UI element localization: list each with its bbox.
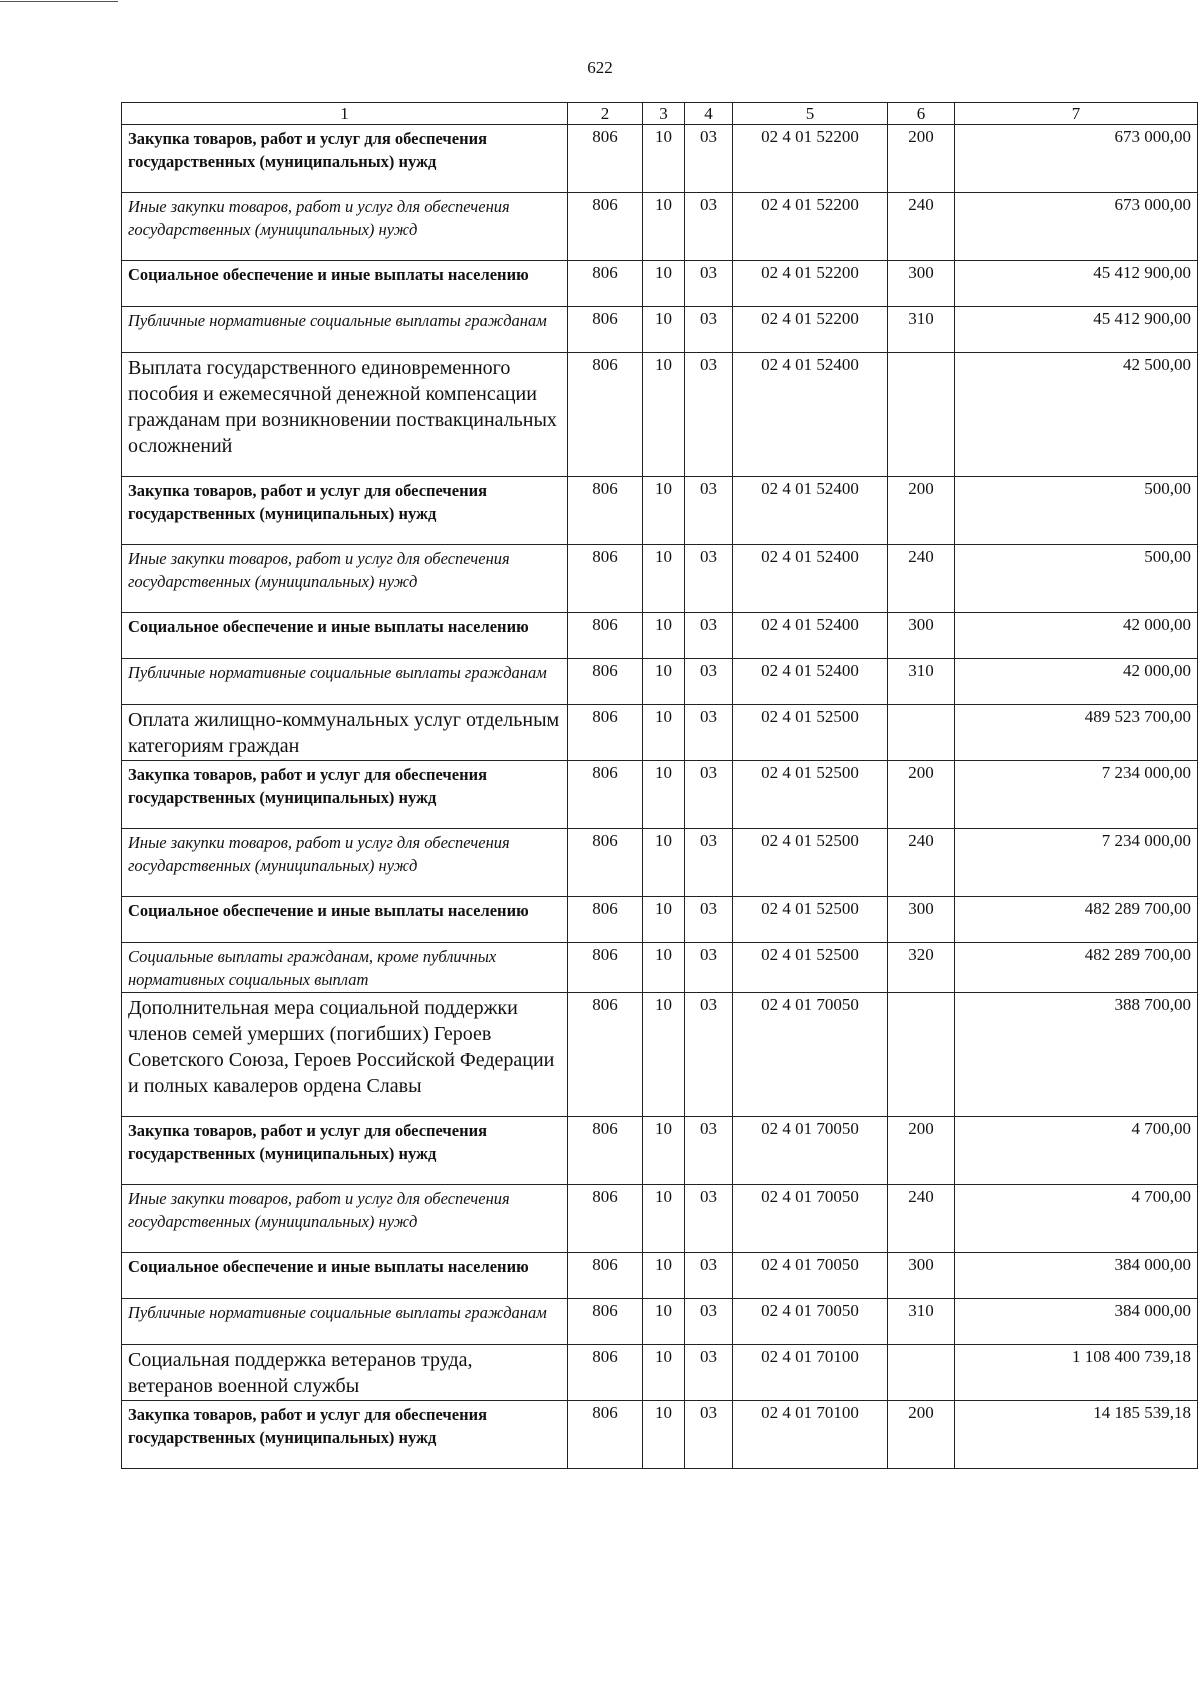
section-code-cell: 10 — [643, 353, 685, 477]
target-article-cell: 02 4 01 52500 — [733, 897, 888, 943]
row-name-cell: Закупка товаров, работ и услуг для обеспечения государственных (муниципальных) нужд — [122, 477, 568, 545]
target-article-cell: 02 4 01 70050 — [733, 1299, 888, 1345]
ved-code-cell: 806 — [568, 1253, 643, 1299]
expense-type-cell: 310 — [888, 1299, 955, 1345]
table-row — [122, 1299, 1198, 1345]
ved-code-cell: 806 — [568, 943, 643, 993]
ved-code-cell: 806 — [568, 897, 643, 943]
section-code-cell: 10 — [643, 1253, 685, 1299]
table-row — [122, 477, 1198, 545]
subsection-code-cell: 03 — [685, 307, 733, 353]
amount-cell: 388 700,00 — [955, 993, 1198, 1117]
expense-type-cell — [888, 353, 955, 477]
row-name-cell: Закупка товаров, работ и услуг для обеспечения государственных (муниципальных) нужд — [122, 125, 568, 193]
row-name-cell: Иные закупки товаров, работ и услуг для обеспечения государственных (муниципальных) нужд — [122, 1185, 568, 1253]
subsection-code-cell: 03 — [685, 545, 733, 613]
table-row — [122, 659, 1198, 705]
amount-cell: 14 185 539,18 — [955, 1401, 1198, 1469]
amount-cell: 45 412 900,00 — [955, 261, 1198, 307]
ved-code-cell: 806 — [568, 613, 643, 659]
section-code-cell: 10 — [643, 545, 685, 613]
row-name-cell: Выплата государственного единовременного пособия и ежемесячной денежной компенсации гражданам при возникновении поствакцинальных осложнений — [122, 353, 568, 477]
expense-type-cell: 200 — [888, 1401, 955, 1469]
section-code-cell: 10 — [643, 193, 685, 261]
row-name-cell: Закупка товаров, работ и услуг для обеспечения государственных (муниципальных) нужд — [122, 1117, 568, 1185]
section-code-cell: 10 — [643, 659, 685, 705]
target-article-cell: 02 4 01 70050 — [733, 993, 888, 1117]
section-code-cell: 10 — [643, 1117, 685, 1185]
table-row — [122, 761, 1198, 829]
target-article-cell: 02 4 01 52400 — [733, 659, 888, 705]
subsection-code-cell: 03 — [685, 1185, 733, 1253]
ved-code-cell: 806 — [568, 1401, 643, 1469]
section-code-cell: 10 — [643, 897, 685, 943]
section-code-cell: 10 — [643, 1345, 685, 1401]
expense-type-cell: 200 — [888, 761, 955, 829]
section-code-cell: 10 — [643, 1401, 685, 1469]
amount-cell: 42 000,00 — [955, 613, 1198, 659]
expense-type-cell: 300 — [888, 613, 955, 659]
table-row — [122, 545, 1198, 613]
amount-cell: 489 523 700,00 — [955, 705, 1198, 761]
expense-type-cell: 240 — [888, 193, 955, 261]
ved-code-cell: 806 — [568, 1185, 643, 1253]
scan-artifact-line — [0, 1, 118, 2]
amount-cell: 7 234 000,00 — [955, 829, 1198, 897]
expense-type-cell: 240 — [888, 1185, 955, 1253]
amount-cell: 482 289 700,00 — [955, 897, 1198, 943]
expense-type-cell — [888, 1345, 955, 1401]
ved-code-cell: 806 — [568, 545, 643, 613]
subsection-code-cell: 03 — [685, 761, 733, 829]
section-code-cell: 10 — [643, 613, 685, 659]
section-code-cell: 10 — [643, 1299, 685, 1345]
expense-type-cell: 300 — [888, 897, 955, 943]
page-number: 622 — [587, 58, 613, 77]
subsection-code-cell: 03 — [685, 943, 733, 993]
subsection-code-cell: 03 — [685, 1299, 733, 1345]
amount-cell: 500,00 — [955, 477, 1198, 545]
subsection-code-cell: 03 — [685, 477, 733, 545]
section-code-cell: 10 — [643, 125, 685, 193]
section-code-cell: 10 — [643, 1185, 685, 1253]
ved-code-cell: 806 — [568, 477, 643, 545]
subsection-code-cell: 03 — [685, 829, 733, 897]
target-article-cell: 02 4 01 52500 — [733, 705, 888, 761]
section-code-cell: 10 — [643, 307, 685, 353]
amount-cell: 384 000,00 — [955, 1253, 1198, 1299]
expense-type-cell — [888, 993, 955, 1117]
table-row — [122, 829, 1198, 897]
expense-type-cell: 240 — [888, 545, 955, 613]
table-row — [122, 705, 1198, 761]
table-row — [122, 1253, 1198, 1299]
target-article-cell: 02 4 01 52400 — [733, 545, 888, 613]
target-article-cell: 02 4 01 70050 — [733, 1253, 888, 1299]
ved-code-cell: 806 — [568, 993, 643, 1117]
row-name-cell: Публичные нормативные социальные выплаты гражданам — [122, 307, 568, 353]
target-article-cell: 02 4 01 52400 — [733, 353, 888, 477]
amount-cell: 500,00 — [955, 545, 1198, 613]
target-article-cell: 02 4 01 52500 — [733, 943, 888, 993]
target-article-cell: 02 4 01 52400 — [733, 477, 888, 545]
expense-type-cell: 200 — [888, 1117, 955, 1185]
table-body — [122, 103, 1198, 1469]
row-name-cell: Иные закупки товаров, работ и услуг для обеспечения государственных (муниципальных) нужд — [122, 545, 568, 613]
row-name-cell: Социальные выплаты гражданам, кроме публичных нормативных социальных выплат — [122, 943, 568, 993]
amount-cell: 42 000,00 — [955, 659, 1198, 705]
expense-type-cell: 310 — [888, 659, 955, 705]
table-row — [122, 307, 1198, 353]
amount-cell: 42 500,00 — [955, 353, 1198, 477]
row-name-cell: Закупка товаров, работ и услуг для обеспечения государственных (муниципальных) нужд — [122, 1401, 568, 1469]
column-header: 4 — [685, 103, 733, 125]
table-row — [122, 1401, 1198, 1469]
row-name-cell: Дополнительная мера социальной поддержки членов семей умерших (погибших) Героев Советского Союза, Героев Российской Федерации и полных кавалеров ордена Славы — [122, 993, 568, 1117]
ved-code-cell: 806 — [568, 1117, 643, 1185]
column-header: 1 — [122, 103, 568, 125]
target-article-cell: 02 4 01 52200 — [733, 193, 888, 261]
expense-type-cell: 200 — [888, 125, 955, 193]
amount-cell: 45 412 900,00 — [955, 307, 1198, 353]
section-code-cell: 10 — [643, 705, 685, 761]
table-row — [122, 125, 1198, 193]
column-header: 3 — [643, 103, 685, 125]
table-row — [122, 353, 1198, 477]
ved-code-cell: 806 — [568, 659, 643, 705]
expense-type-cell: 300 — [888, 261, 955, 307]
subsection-code-cell: 03 — [685, 993, 733, 1117]
row-name-cell: Социальное обеспечение и иные выплаты населению — [122, 897, 568, 943]
expense-type-cell — [888, 705, 955, 761]
amount-cell: 4 700,00 — [955, 1117, 1198, 1185]
target-article-cell: 02 4 01 70100 — [733, 1401, 888, 1469]
table-row — [122, 943, 1198, 993]
expense-type-cell: 200 — [888, 477, 955, 545]
ved-code-cell: 806 — [568, 193, 643, 261]
target-article-cell: 02 4 01 52200 — [733, 125, 888, 193]
amount-cell: 673 000,00 — [955, 193, 1198, 261]
subsection-code-cell: 03 — [685, 1253, 733, 1299]
table-row — [122, 993, 1198, 1117]
section-code-cell: 10 — [643, 829, 685, 897]
expense-type-cell: 310 — [888, 307, 955, 353]
target-article-cell: 02 4 01 70050 — [733, 1117, 888, 1185]
table-row — [122, 1117, 1198, 1185]
ved-code-cell: 806 — [568, 1345, 643, 1401]
expense-type-cell: 320 — [888, 943, 955, 993]
section-code-cell: 10 — [643, 761, 685, 829]
ved-code-cell: 806 — [568, 829, 643, 897]
amount-cell: 673 000,00 — [955, 125, 1198, 193]
target-article-cell: 02 4 01 52200 — [733, 307, 888, 353]
target-article-cell: 02 4 01 52500 — [733, 829, 888, 897]
row-name-cell: Социальное обеспечение и иные выплаты населению — [122, 1253, 568, 1299]
section-code-cell: 10 — [643, 477, 685, 545]
target-article-cell: 02 4 01 70050 — [733, 1185, 888, 1253]
ved-code-cell: 806 — [568, 353, 643, 477]
subsection-code-cell: 03 — [685, 1401, 733, 1469]
ved-code-cell: 806 — [568, 307, 643, 353]
subsection-code-cell: 03 — [685, 125, 733, 193]
table-row — [122, 1345, 1198, 1401]
column-header: 2 — [568, 103, 643, 125]
expense-type-cell: 240 — [888, 829, 955, 897]
section-code-cell: 10 — [643, 943, 685, 993]
ved-code-cell: 806 — [568, 705, 643, 761]
target-article-cell: 02 4 01 70100 — [733, 1345, 888, 1401]
amount-cell: 384 000,00 — [955, 1299, 1198, 1345]
row-name-cell: Оплата жилищно-коммунальных услуг отдельным категориям граждан — [122, 705, 568, 761]
budget-table — [121, 102, 1198, 1469]
row-name-cell: Иные закупки товаров, работ и услуг для обеспечения государственных (муниципальных) нужд — [122, 193, 568, 261]
subsection-code-cell: 03 — [685, 1117, 733, 1185]
amount-cell: 4 700,00 — [955, 1185, 1198, 1253]
subsection-code-cell: 03 — [685, 1345, 733, 1401]
table-row — [122, 193, 1198, 261]
row-name-cell: Закупка товаров, работ и услуг для обеспечения государственных (муниципальных) нужд — [122, 761, 568, 829]
column-header: 6 — [888, 103, 955, 125]
table-row — [122, 613, 1198, 659]
subsection-code-cell: 03 — [685, 261, 733, 307]
section-code-cell: 10 — [643, 993, 685, 1117]
target-article-cell: 02 4 01 52400 — [733, 613, 888, 659]
amount-cell: 7 234 000,00 — [955, 761, 1198, 829]
subsection-code-cell: 03 — [685, 897, 733, 943]
row-name-cell: Публичные нормативные социальные выплаты гражданам — [122, 1299, 568, 1345]
subsection-code-cell: 03 — [685, 353, 733, 477]
row-name-cell: Публичные нормативные социальные выплаты гражданам — [122, 659, 568, 705]
row-name-cell: Иные закупки товаров, работ и услуг для обеспечения государственных (муниципальных) нужд — [122, 829, 568, 897]
row-name-cell: Социальное обеспечение и иные выплаты населению — [122, 261, 568, 307]
target-article-cell: 02 4 01 52200 — [733, 261, 888, 307]
section-code-cell: 10 — [643, 261, 685, 307]
ved-code-cell: 806 — [568, 761, 643, 829]
target-article-cell: 02 4 01 52500 — [733, 761, 888, 829]
ved-code-cell: 806 — [568, 125, 643, 193]
column-header: 5 — [733, 103, 888, 125]
ved-code-cell: 806 — [568, 1299, 643, 1345]
row-name-cell: Социальное обеспечение и иные выплаты населению — [122, 613, 568, 659]
expense-type-cell: 300 — [888, 1253, 955, 1299]
amount-cell: 482 289 700,00 — [955, 943, 1198, 993]
subsection-code-cell: 03 — [685, 659, 733, 705]
subsection-code-cell: 03 — [685, 705, 733, 761]
table-row — [122, 261, 1198, 307]
column-header: 7 — [955, 103, 1198, 125]
subsection-code-cell: 03 — [685, 193, 733, 261]
amount-cell: 1 108 400 739,18 — [955, 1345, 1198, 1401]
column-number-row — [122, 103, 1198, 125]
subsection-code-cell: 03 — [685, 613, 733, 659]
table-row — [122, 1185, 1198, 1253]
row-name-cell: Социальная поддержка ветеранов труда, ветеранов военной службы — [122, 1345, 568, 1401]
table-row — [122, 897, 1198, 943]
ved-code-cell: 806 — [568, 261, 643, 307]
